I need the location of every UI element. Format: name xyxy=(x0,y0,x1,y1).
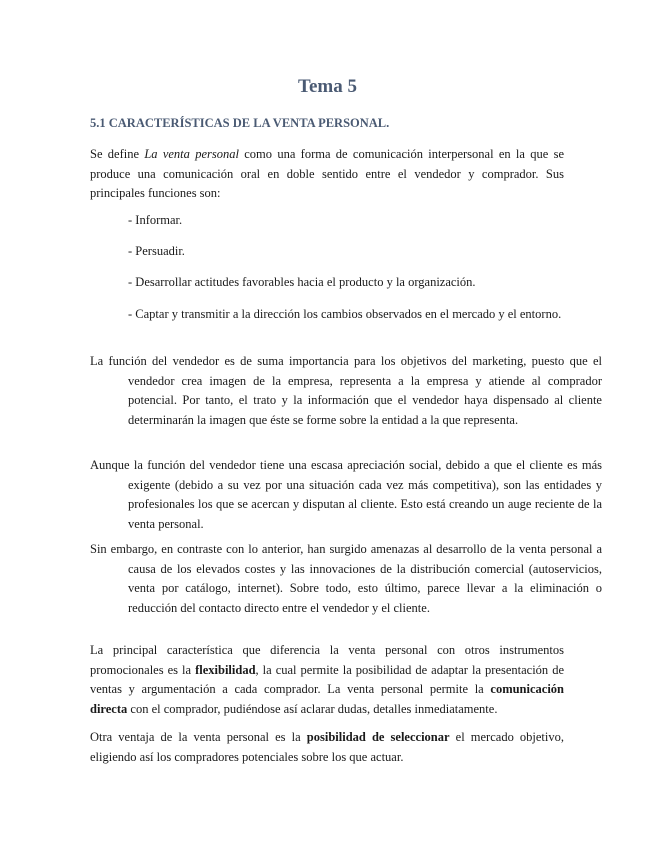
principal-bold-flexibilidad: flexibilidad xyxy=(195,662,256,677)
bullet-item: - Desarrollar actitudes favorables hacia el producto y la organización. xyxy=(128,275,476,289)
principal-bold-comunicacion: comunicación directa xyxy=(90,682,564,716)
otra-text-1: Otra ventaja de la venta personal es la xyxy=(90,730,307,744)
intro-post: como una forma de comunicación interpersonal en la que se produce una comunicación oral en doble sentido entre el vendedor y comprador. Sus principales funciones son: xyxy=(90,147,565,200)
paragraph-principal xyxy=(90,641,564,719)
page-title: Tema 5 xyxy=(298,76,357,97)
bullet-item: - Captar y transmitir a la dirección los cambios observados en el mercado y el entorno. xyxy=(128,307,562,321)
principal-text-3: con el comprador, pudiéndose así aclarar dudas, detalles inmediatamente. xyxy=(127,701,498,716)
paragraph-sin-embargo: Sin embargo, en contraste con lo anterior, han surgido amenazas al desarrollo de la venta personal a causa de los elevados costes y las innovaciones de la distribución comercial (autoservicios, venta por catálogo, internet). Sobre todo, esto último, parece llevar a la eliminación o reducción del contacto directo entre el vendedor y el cliente. xyxy=(90,542,602,615)
intro-pre: Se define xyxy=(90,147,145,161)
bullet-item: - Informar. xyxy=(128,213,183,227)
section-heading: 5.1 CARACTERÍSTICAS DE LA VENTA PERSONAL. xyxy=(90,116,390,130)
bullet-item: - Persuadir. xyxy=(128,244,185,258)
otra-text-2: el mercado objetivo, eligiendo así los compradores potenciales sobre los que actuar. xyxy=(90,730,565,764)
paragraph-otra xyxy=(90,728,564,767)
principal-text-1: La principal característica que diferencia la venta personal con otros instrumentos promocionales es la xyxy=(90,643,564,677)
intro-term: La venta personal xyxy=(144,147,239,161)
paragraph-funcion: La función del vendedor es de suma importancia para los objetivos del marketing, puesto que el vendedor crea imagen de la empresa, representa a la empresa y atiende al comprador potencial. Por tanto, el trato y la información que el vendedor haya dispensado al cliente determinarán la imagen que éste se forme sobre la entidad a la que representa. xyxy=(90,354,602,427)
principal-text-2: , la cual permite la posibilidad de adaptar la presentación de ventas y argumentación a cada comprador. La venta personal permite la xyxy=(90,662,565,696)
intro-paragraph xyxy=(90,145,564,204)
otra-bold-seleccionar: posibilidad de seleccionar xyxy=(306,730,450,744)
paragraph-aunque: Aunque la función del vendedor tiene una escasa apreciación social, debido a que el cliente es más exigente (debido a su vez por una situación cada vez más competitiva), son las entidades y profesionales los que se acercan y disputan al cliente. Esto está creando un auge reciente de la venta personal. xyxy=(90,458,602,531)
